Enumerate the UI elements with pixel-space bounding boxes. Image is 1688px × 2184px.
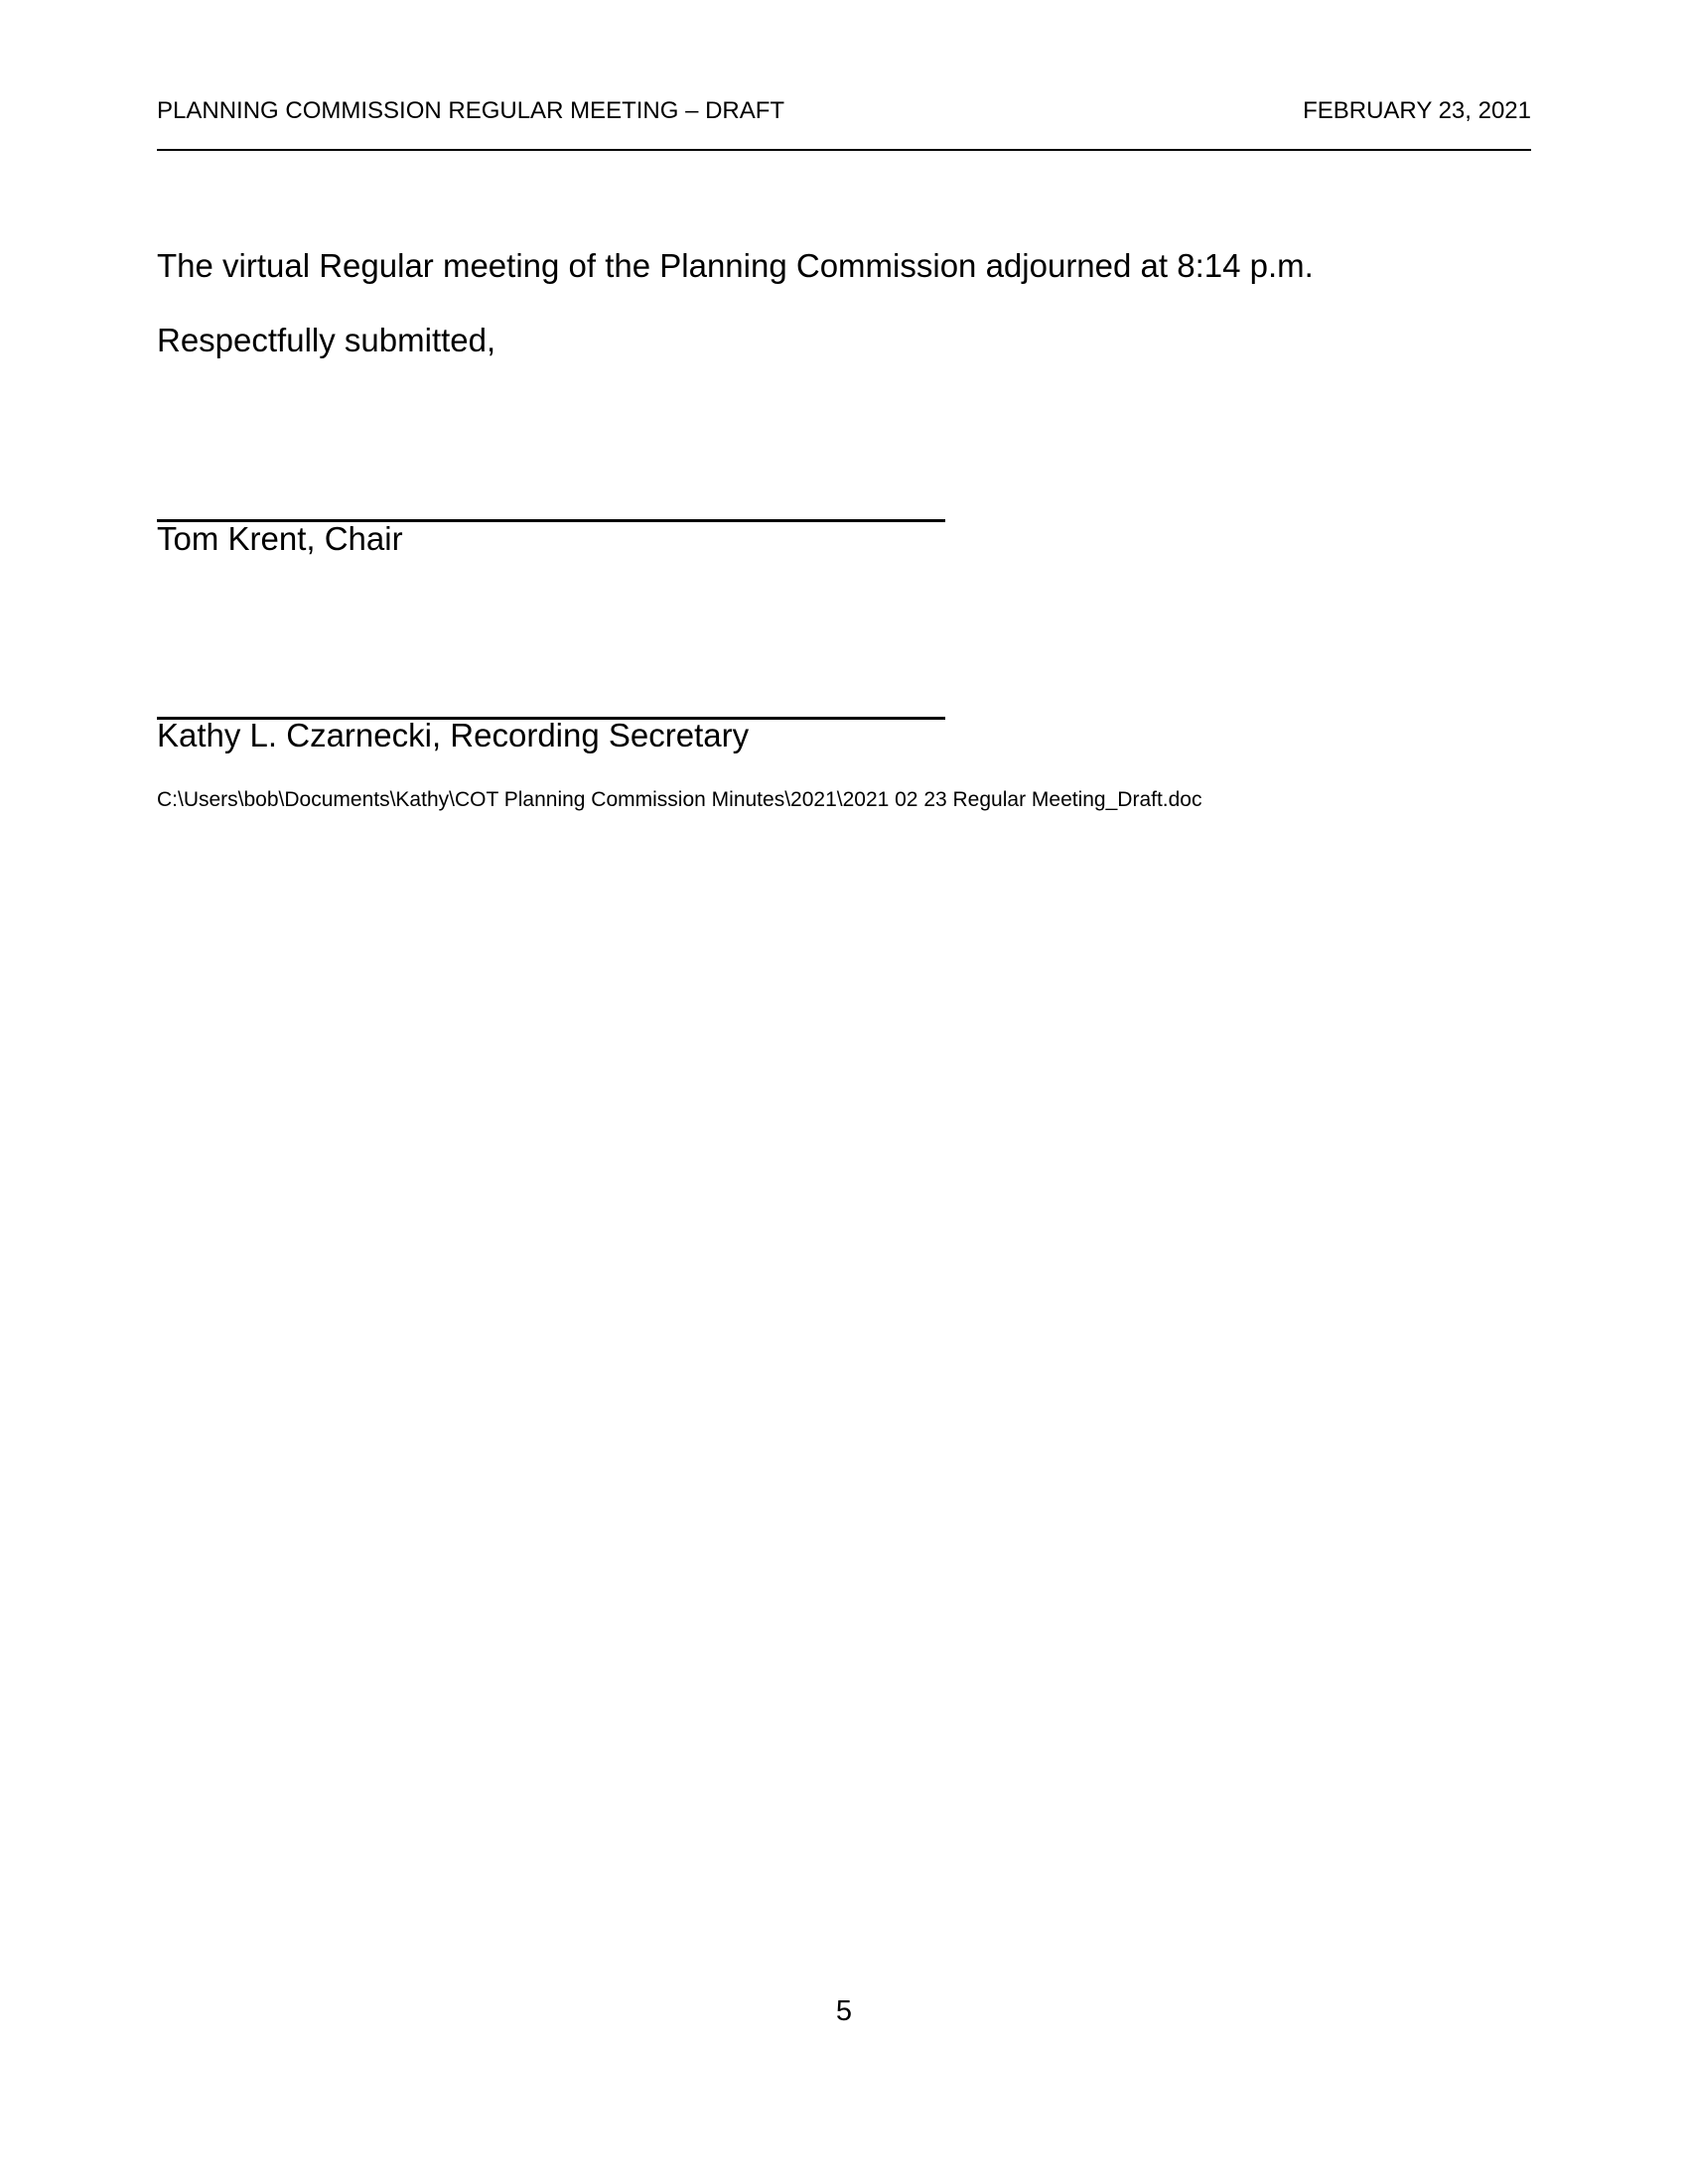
header-title: PLANNING COMMISSION REGULAR MEETING – DRAFT	[157, 97, 785, 124]
page-header	[157, 95, 1531, 151]
closing-text: Respectfully submitted,	[157, 322, 496, 358]
signature-name-chair: Tom Krent, Chair	[157, 520, 403, 557]
adjournment-statement: The virtual Regular meeting of the Planning Commission adjourned at 8:14 p.m.	[157, 247, 1314, 284]
file-path: C:\Users\bob\Documents\Kathy\COT Planning Commission Minutes\2021\2021 02 23 Regular Meeting_Draft.doc	[157, 788, 1202, 811]
signature-name-secretary: Kathy L. Czarnecki, Recording Secretary	[157, 717, 750, 753]
page-number: 5	[835, 1995, 853, 2027]
header-date: FEBRUARY 23, 2021	[1303, 97, 1531, 124]
